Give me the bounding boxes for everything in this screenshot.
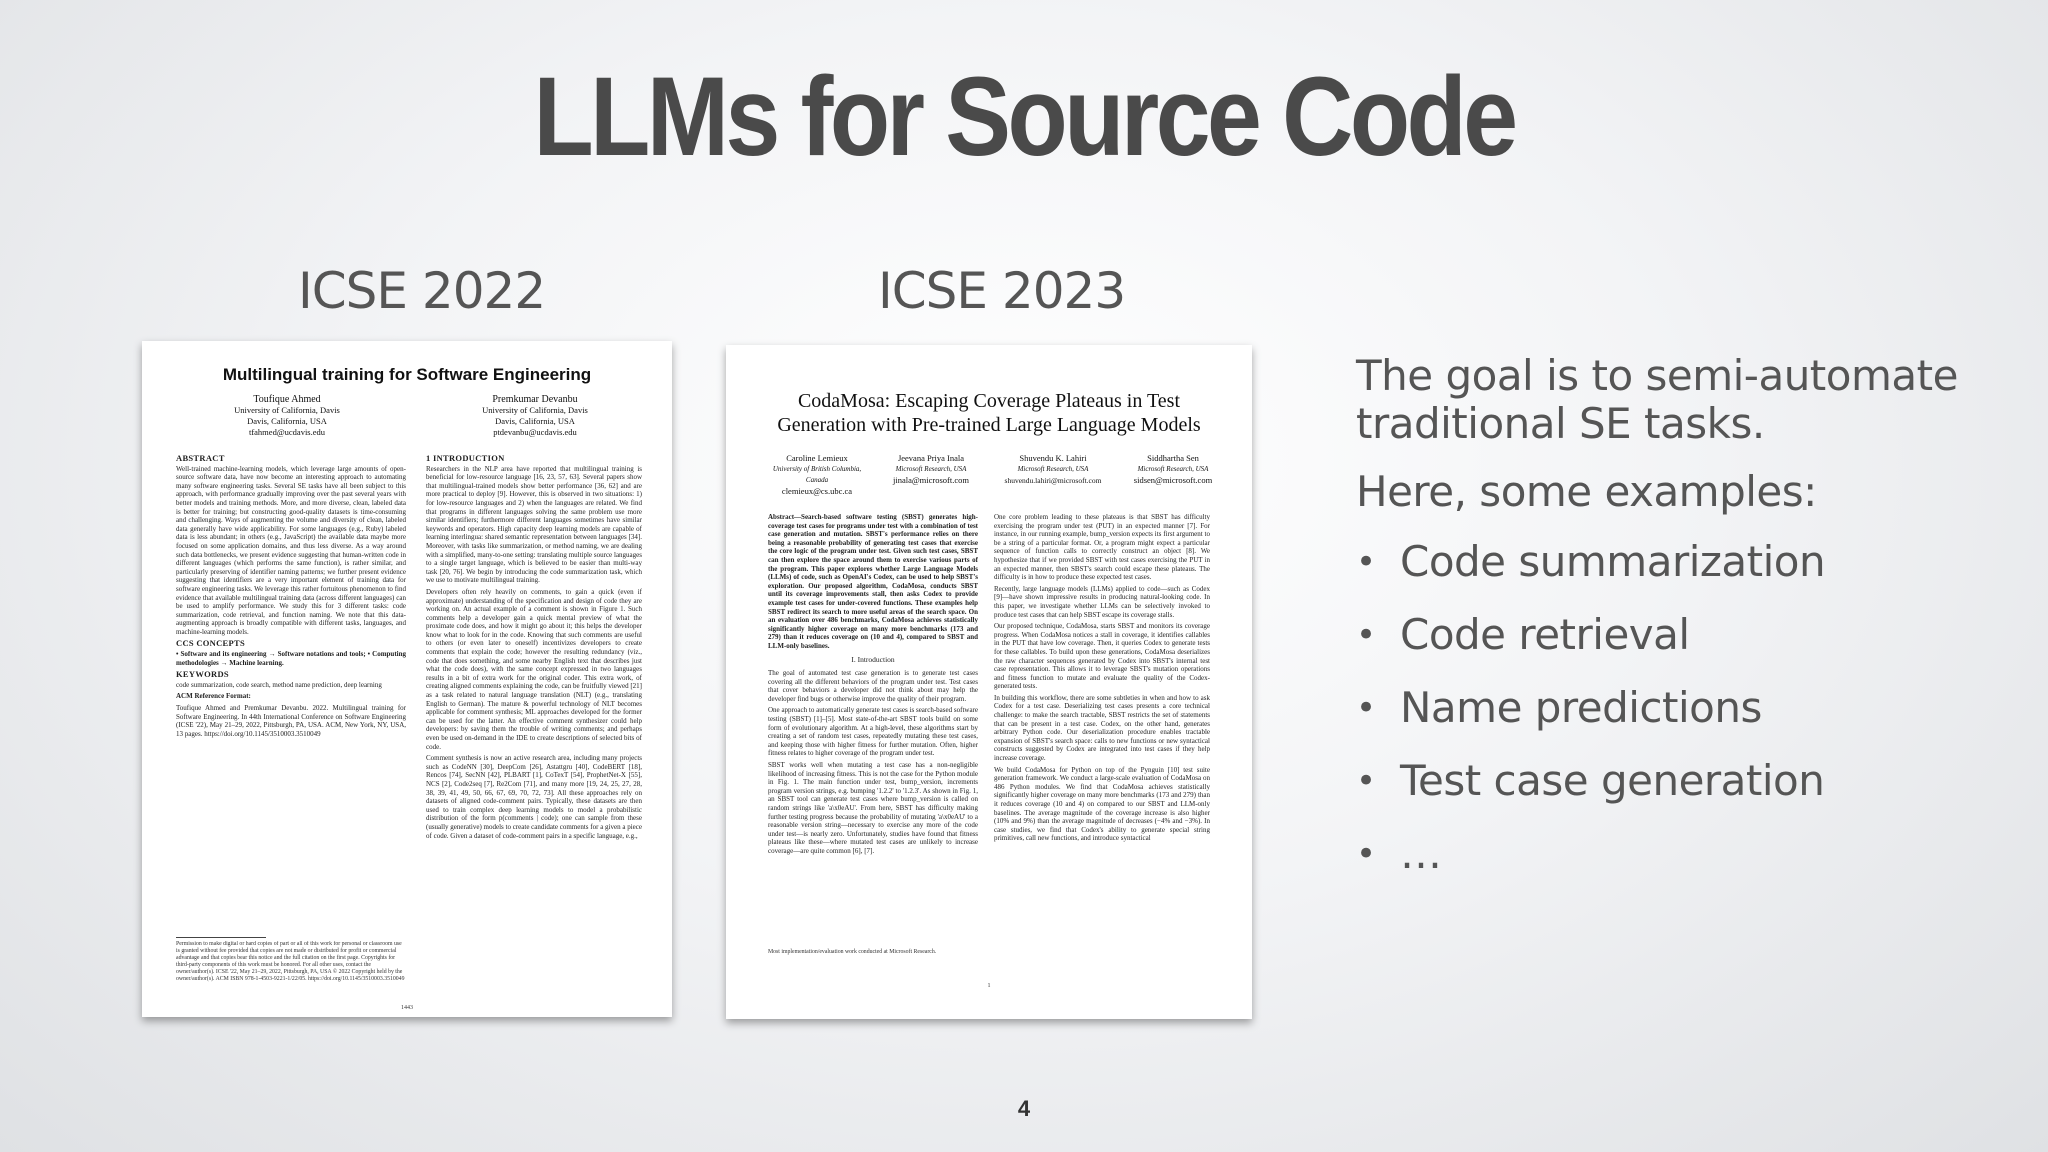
author-email: shuvendu.lahiri@microsoft.com [1004, 476, 1102, 485]
venue-label-icse-2023: ICSE 2023 [878, 262, 1126, 320]
page-number: 1443 [401, 1005, 413, 1011]
paper-thumbnail-codamosa [726, 345, 1252, 1019]
paper-left-column [768, 513, 978, 983]
permission-notice: Permission to make digital or hard copies of part or all of this work for personal or classroom use is granted without fee provided that copies are not made or distributed for profit or commercial advantage and that copies bear this notice and the full citation on the first page. Copyrights for third-party components of this work must be honored. For all other uses, contact the owner/author(s). ICSE '22, May 21–29, 2022, Pittsburgh, PA, USA © 2022 Copyright held by the owner/author(s). ACM ISBN 978-1-4503-9221-1/22/05. https://doi.org/10.1145/3510003.3510049 [176, 941, 405, 982]
paper-author [876, 453, 986, 486]
slide-title: LLMs for Source Code [533, 54, 1515, 179]
paper-author [430, 394, 640, 438]
section-heading-introduction: I. Introduction [851, 654, 895, 664]
bullet-icon: • [1356, 688, 1376, 728]
author-email: ptdevanbu@ucdavis.edu [493, 427, 577, 437]
goal-statement: The goal is to semi-automate traditional SE tasks. [1356, 351, 1958, 448]
author-affiliation: Microsoft Research, USA [1017, 465, 1089, 473]
author-name: Siddhartha Sen [1147, 453, 1199, 463]
section-heading-introduction: 1 INTRODUCTION [426, 453, 505, 463]
author-affiliation: University of California, Davis [482, 405, 588, 415]
intro-text: Developers often rely heavily on comments, to gain a quick (even if approximate) understanding of the specification and design of code they are working on. An actual example of a comment is shown in Figure 1. Such comments help a developer gain a quick mental preview of what the proximate code does, and how it might go about it; this helps the developer know what to look for in the code. Knowing that such comments are useful to others (or even later to oneself) incentivizes developers to create comments that explain the code; however the resulting redundancy (viz., code that does something, and some nearby English text that describes just what the code does), with the same concept expressed in two languages results in a bit of extra work for the original coder. This extra work, of creating aligned comments explaining the code, can be fruitfully viewed [21] as a task related to natural language translation (NLT) (e.g., translating English to German). The mature & powerful technology of NLT becomes applicable for comment synthesis; ML approaches developed for the former can be used for the latter. An effective comment synthesizer could help developers: by saving them the trouble of writing comments; and perhaps even be used on-demand in the IDE to create descriptions of selected bits of code. [426, 587, 642, 751]
list-item [1356, 684, 2016, 757]
author-affiliation: University of British Columbia, Canada [772, 465, 862, 484]
author-email: jinala@microsoft.com [892, 475, 970, 485]
bullet-icon: • [1356, 761, 1376, 801]
list-item-label: Name predictions [1400, 683, 1762, 732]
paper-thumbnail-multilingual-training [142, 341, 672, 1017]
author-affiliation: Microsoft Research, USA [895, 465, 967, 473]
paper-author [1118, 453, 1228, 486]
paper-author [762, 453, 872, 497]
section-heading-ccs: CCS CONCEPTS [176, 638, 246, 649]
author-name: Toufique Ahmed [253, 394, 321, 405]
list-item [1356, 538, 2016, 611]
examples-list [1356, 538, 2016, 903]
author-email: tfahmed@ucdavis.edu [248, 427, 326, 437]
author-email: clemieux@cs.ubc.ca [781, 486, 853, 496]
bullet-icon: • [1356, 615, 1376, 655]
bullet-icon: • [1356, 542, 1376, 582]
slide-number: 4 [1017, 1096, 1031, 1121]
abstract-text: Abstract—Search-based software testing (SBST) generates high-coverage test cases for programs under test with a combination of test case generation and mutation. SBST's performance relies on there being a reasonable probability of generating test cases that exercise the core logic of the program under test. Given such test cases, SBST can then explore the space around them to exercise various parts of the program. This paper explores whether Large Language Models (LLMs) of code, such as OpenAI's Codex, can be used to help SBST's exploration. Our proposed algorithm, CodaMosa, conducts SBST until its coverage improvements stall, then asks Codex to provide example test cases for under-covered functions. These examples help SBST redirect its search to more useful areas of the search space. On an evaluation over 486 benchmarks, CodaMosa achieves statistically significantly higher coverage on many more benchmarks (173 and 279) than it reduces coverage on (10 and 4), compared to SBST and LLM-only baselines. [768, 513, 978, 650]
paper-right-column [994, 513, 1210, 973]
abstract-text: Well-trained machine-learning models, which leverage large amounts of open-source software data, have now become an interesting approach to automating many software engineering tasks. Several SE tasks have all been subject to this approach, with performance gradually improving over the past several years with better models and training methods. More, and more diverse, clean, labeled data is better for training; but constructing good-quality datasets is time-consuming and challenging. Ways of augmenting the volume and diversity of clean, labeled data generally have wide applicability. For some languages (e.g., Ruby) labeled data is less abundant; in others (e.g., JavaScript) the available data maybe more focused on some application domains, and thus less diverse. As a way around such data bottlenecks, we present evidence suggesting that human-written code in different languages (which performs the same function), is rather similar, and particularly preserving of identifier naming patterns; we further present evidence suggesting that identifiers are a very important element of training data for software engineering tasks. We leverage this rather fortuitous phenomenon to find evidence that available multilingual training data (across different languages) can be used to amplify performance. We study this for 3 different tasks: code summarization, code retrieval, and function naming. We note that this data-augmenting approach is broadly compatible with different tasks, languages, and machine-learning models. [176, 464, 406, 636]
author-location: Davis, California, USA [495, 416, 575, 426]
venue-label-icse-2022: ICSE 2022 [298, 262, 546, 320]
footnote-rule [176, 937, 266, 938]
paper-title: CodaMosa: Escaping Coverage Plateaus in Test Generation with Pre-trained Large Language Models [777, 390, 1201, 436]
body-text: We build CodaMosa for Python on top of the Pynguin [10] test suite generation framework. We conduct a large-scale evaluation of CodaMosa on 486 Python modules. We find that CodaMosa achieves statistically significantly higher coverage on many more benchmarks (173 and 279) than it reduces coverage (10 and 4) on compared to our SBST and LLM-only baselines. The average magnitude of the coverage increase is also higher (10% and 9%) than the average magnitude of decreases (−4% and −3%). In case studies, we find that Codex's ability to generate special string primitives, call new functions, and introduce syntactical [994, 765, 1210, 843]
paper-author [182, 394, 392, 438]
body-text: Our proposed technique, CodaMosa, starts SBST and monitors its coverage progress. When CodaMosa notices a stall in coverage, it identifies callables in the PUT that have low coverage. Then, it queries Codex to generate tests for these callables. To build upon these generations, CodaMosa deserializes the raw character sequences generated by Codex into SBST's internal test case representation. This allows it to leverage SBST's mutation operations and fitness function to mutate and evaluate the quality of the Codex-generated tests. [994, 622, 1210, 691]
author-name: Caroline Lemieux [786, 453, 848, 463]
section-heading-abstract: ABSTRACT [176, 453, 225, 463]
list-item-label: … [1400, 829, 1442, 878]
paper-left-column [176, 451, 406, 831]
intro-text: SBST works well when mutating a test case has a non-negligible likelihood of increasing fitness. This is not the case for the Python module in Fig. 1. The main function under test, bump_version, increments program version strings, e.g. bumping '1.2.2' to '1.2.3'. As shown in Fig. 1, an SBST tool can generate test cases where bump_version is called on random strings like 'a\x0eAU'. From here, SBST has difficulty making further testing progress because the probability of mutating 'a\x0eAU' to a reasonable version string—necessary to exercise any more of the code under test—is nearly zero. Unfortunately, studies have found that fitness plateaus like these—where mutated test cases are unlikely to increase coverage—are quite common [6], [7]. [768, 761, 978, 855]
author-name: Premkumar Devanbu [492, 394, 578, 405]
bullet-icon: • [1356, 834, 1376, 874]
author-name: Jeevana Priya Inala [897, 453, 965, 463]
paper-author [988, 453, 1118, 486]
keywords-text: code summarization, code search, method name prediction, deep learning [176, 680, 382, 689]
reference-format-text: Toufique Ahmed and Premkumar Devanbu. 2022. Multilingual training for Software Engineering. In 44th International Conference on Software Engineering (ICSE '22), May 21–29, 2022, Pittsburgh, PA, USA. ACM, New York, NY, USA, 13 pages. https://doi.org/10.1145/3510003.3510049 [176, 704, 406, 738]
examples-lead: Here, some examples: [1356, 467, 1817, 516]
ccs-text: • Software and its engineering → Software notations and tools; • Computing methodologies → Machine learning. [176, 650, 406, 667]
author-email: sidsen@microsoft.com [1133, 475, 1213, 485]
section-heading-keywords: KEYWORDS [176, 669, 229, 680]
list-item [1356, 611, 2016, 684]
author-location: Davis, California, USA [247, 416, 327, 426]
intro-text: Researchers in the NLP area have reported that multilingual training is beneficial for low-resource language [16, 23, 57, 63]. Several papers show that multilingual-trained models show better performance [36, 62] and are more practical to deploy [9]. However, this is observed in two situations: 1) for low-resource languages and 2) when the languages are related. We find that programs in different languages solving the same problem use more similar identifiers; furthermore different languages sometimes have similar keywords and operators. High capacity deep learning models are capable of learning interlingua: shared semantic representation between languages [34]. Moreover, with tasks like summarization, or method naming, we are dealing with a simplified, many-to-one setting: translating multiple source languages to a single target language, which is believed to be easier than multi-way task [20, 76]. We begin by introducing the code summarization task, which we use to motivate multilingual training. [426, 464, 642, 585]
body-text: One core problem leading to these plateaus is that SBST has difficulty exercising the program under test (PUT) in an expected manner [7]. For instance, in our running example, bump_version expects its first argument to be a string of a particular format. Or, a program might expect a particular sequence of function calls to correctly construct an object [8]. We hypothesize that if we provided SBST with test cases exercising the PUT in an expected manner, then SBST's search could escape these plateaus. The difficulty is in how to produce these expected test cases. [994, 513, 1210, 582]
list-item-label: Code summarization [1400, 537, 1826, 586]
paper-title: Multilingual training for Software Engineering [222, 365, 592, 384]
intro-text: One approach to automatically generate test cases is search-based software testing (SBST) [1]–[5]. Most state-of-the-art SBST tools build on some form of evolutionary algorithm. At a high-level, these algorithms start by creating a set of random test cases, repeatedly mutating these test cases, and keeping those with higher fitness for further mutation. Often, higher fitness relates to higher coverage of the program under test. [768, 706, 978, 758]
list-item-label: Test case generation [1400, 756, 1825, 805]
reference-format-heading: ACM Reference Format: [176, 692, 251, 701]
author-affiliation: University of California, Davis [234, 405, 340, 415]
author-affiliation: Microsoft Research, USA [1137, 465, 1209, 473]
intro-text: Comment synthesis is now an active research area, including many projects such as CodeNN [30], DeepCom [26], Astattgru [40], CodeBERT [18], Rencos [74], SecNN [42], PLBART [1], CoTexT [54], ProphetNet-X [55], NCS [2], Code2seq [7], Re2Com [71], and many more [19, 24, 25, 27, 28, 38, 39, 41, 49, 50, 66, 67, 69, 70, 72, 73]. All these approaches rely on datasets of aligned code-comment pairs. Typically, these datasets are then used to train complex deep learning models to model a probabilistic distribution of the form p(comments | code); one can sample from these (usually generative) models to create candidate comments for a given a piece of code. Given a dataset of code-comment pairs in a specific language, e.g., [426, 754, 642, 840]
page-number: 1 [987, 983, 991, 989]
author-name: Shuvendu K. Lahiri [1019, 453, 1087, 463]
list-item [1356, 757, 2016, 830]
list-item [1356, 830, 2016, 903]
footnote: Most implementation/evaluation work conducted at Microsoft Research. [768, 949, 937, 955]
intro-text: The goal of automated test case generation is to generate test cases covering all the different behaviors of the program under test. Test cases that cover behaviors a developer did not think about may help the developer find bugs or otherwise improve the quality of their program. [768, 669, 978, 703]
text-panel [1356, 352, 2016, 903]
body-text: In building this workflow, there are some subtleties in when and how to ask Codex for a test case. Deserializing test cases presents a core technical challenge: to make the search tractable, SBST restricts the set of statements that can be present in a test case. Codex, on the other hand, generates arbitrary Python code. Our deserialization procedure enables tractable expansion of SBST's search space: calls to new functions or new syntactical constructs suggested by Codex are integrated into test cases if they help increase coverage. [994, 693, 1210, 763]
paper-right-column [426, 451, 642, 999]
list-item-label: Code retrieval [1400, 610, 1690, 659]
body-text: Recently, large language models (LLMs) applied to code—such as Codex [9]—have shown impressive results in producing natural-looking code. In this paper, we investigate whether LLMs can be selectively invoked to produce test cases that can help SBST escape its coverage stalls. [994, 584, 1210, 619]
